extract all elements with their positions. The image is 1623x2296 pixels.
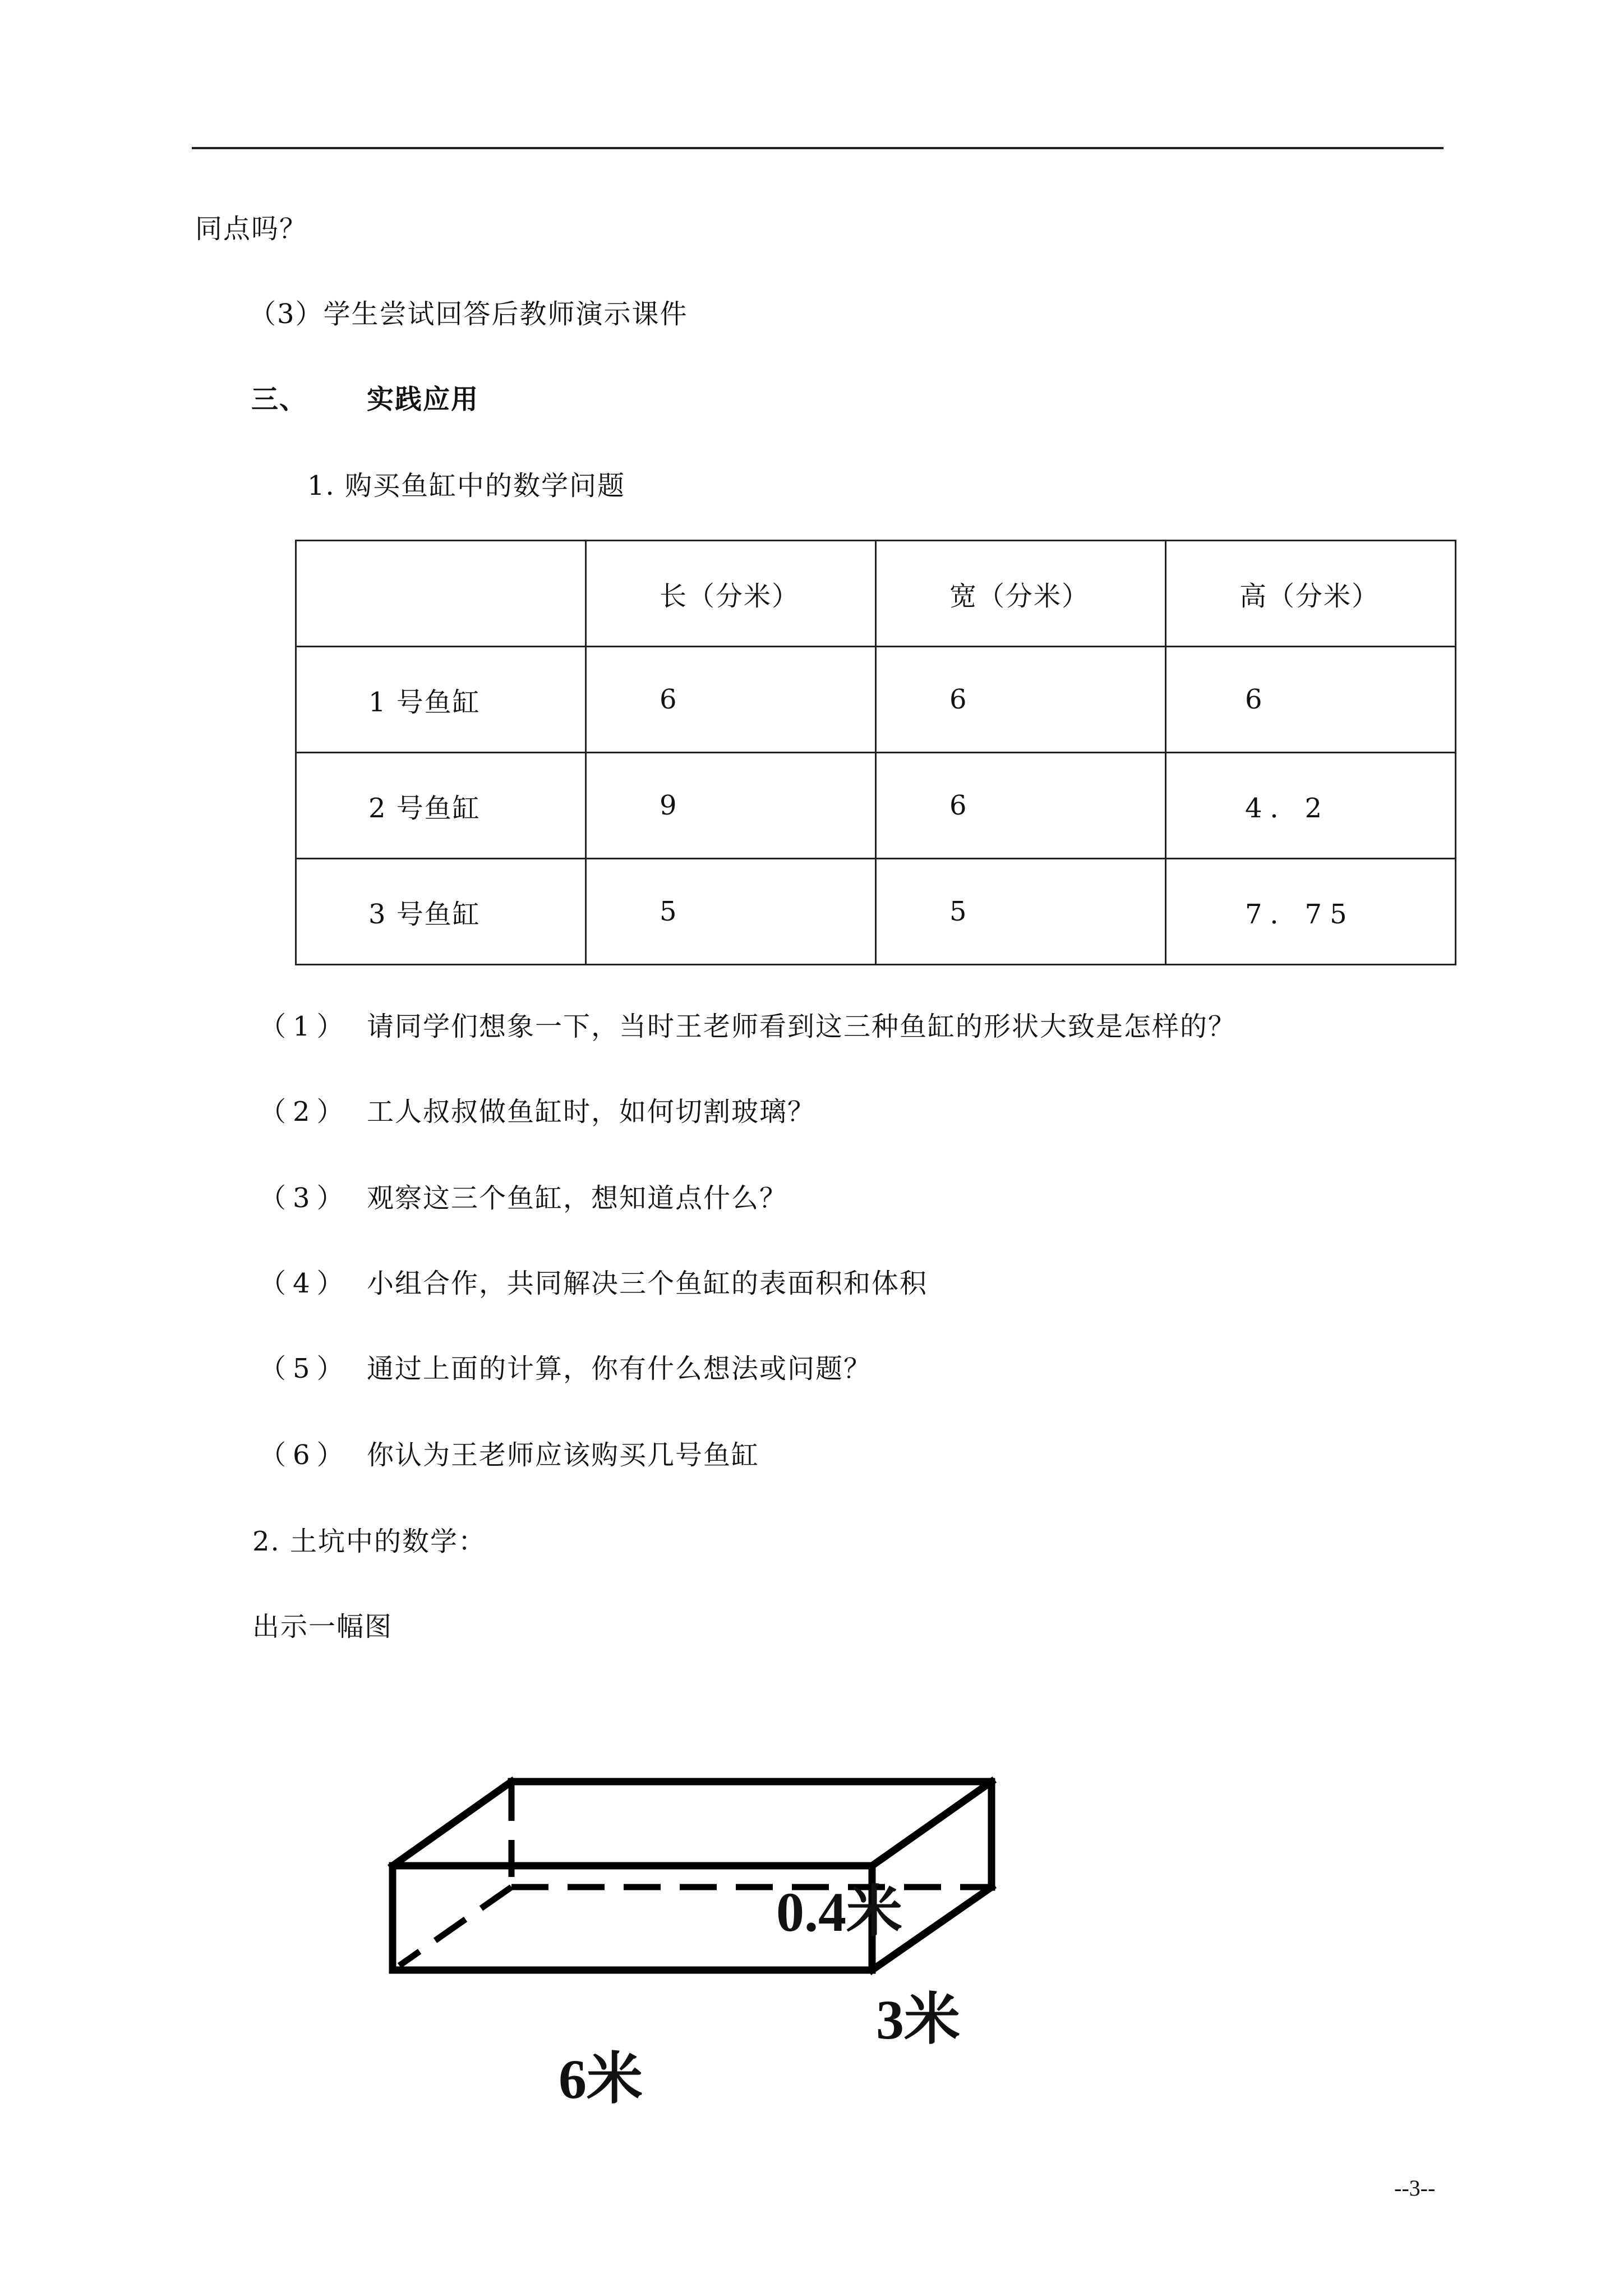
- table-cell: 5: [586, 859, 876, 965]
- problem1-title: 1. 购买鱼缸中的数学问题: [307, 470, 626, 501]
- step3-text: （3）学生尝试回答后教师演示课件: [249, 298, 688, 330]
- page-number: --3--: [1394, 2175, 1436, 2201]
- table-cell: 1 号鱼缸: [296, 647, 586, 753]
- table-cell: 3 号鱼缸: [296, 859, 586, 965]
- cuboid-hidden-left-edge: [399, 1887, 511, 1966]
- width-label: 3米: [876, 1989, 960, 2051]
- table-row: [296, 859, 1456, 965]
- question-text: 你认为王老师应该购买几号鱼缸: [367, 1439, 760, 1471]
- fish-tank-table: [295, 540, 1456, 965]
- header-rule: [192, 147, 1444, 149]
- question-number: （4）: [259, 1268, 351, 1299]
- question-text: 工人叔叔做鱼缸时，如何切割玻璃？: [367, 1096, 816, 1128]
- continued-text: 同点吗？: [195, 213, 308, 245]
- question-number: （3）: [259, 1182, 351, 1214]
- table-cell: 9: [586, 753, 876, 859]
- table-row: [296, 753, 1456, 859]
- table-cell: 2 号鱼缸: [296, 753, 586, 859]
- cuboid-top-left-edge: [393, 1782, 511, 1866]
- question-text: 观察这三个鱼缸，想知道点什么？: [367, 1182, 788, 1214]
- question-number: （5）: [259, 1353, 351, 1384]
- question-number: （6）: [259, 1439, 351, 1471]
- cuboid-top-right-edge: [872, 1782, 992, 1866]
- table-header-row: [296, 541, 1456, 647]
- table-header-cell: 高（分米）: [1166, 541, 1456, 647]
- table-cell: 6: [1166, 647, 1456, 753]
- length-label: 6米: [559, 2048, 643, 2110]
- table-cell: 5: [876, 859, 1166, 965]
- table-header-cell: [296, 541, 586, 647]
- table-cell: 6: [876, 753, 1166, 859]
- question-text: 通过上面的计算，你有什么想法或问题？: [367, 1353, 872, 1384]
- question-text: 小组合作，共同解决三个鱼缸的表面积和体积: [367, 1268, 928, 1299]
- section-number: 三、: [251, 384, 308, 415]
- table-cell: 6: [876, 647, 1166, 753]
- question-text: 请同学们想象一下，当时王老师看到这三种鱼缸的形状大致是怎样的？: [367, 1011, 1237, 1042]
- table-row: [296, 647, 1456, 753]
- question-number: （2）: [259, 1096, 351, 1128]
- table-cell: 4．2: [1166, 753, 1456, 859]
- problem2-title: 2. 土坑中的数学：: [252, 1526, 487, 1557]
- table-header-cell: 长（分米）: [586, 541, 876, 647]
- table-cell: 7．75: [1166, 859, 1456, 965]
- section-title: 实践应用: [367, 384, 479, 415]
- height-label: 0.4米: [776, 1881, 902, 1943]
- show-figure-text: 出示一幅图: [252, 1611, 393, 1642]
- table-cell: 6: [586, 647, 876, 753]
- question-number: （1）: [259, 1011, 351, 1042]
- table-header-cell: 宽（分米）: [876, 541, 1166, 647]
